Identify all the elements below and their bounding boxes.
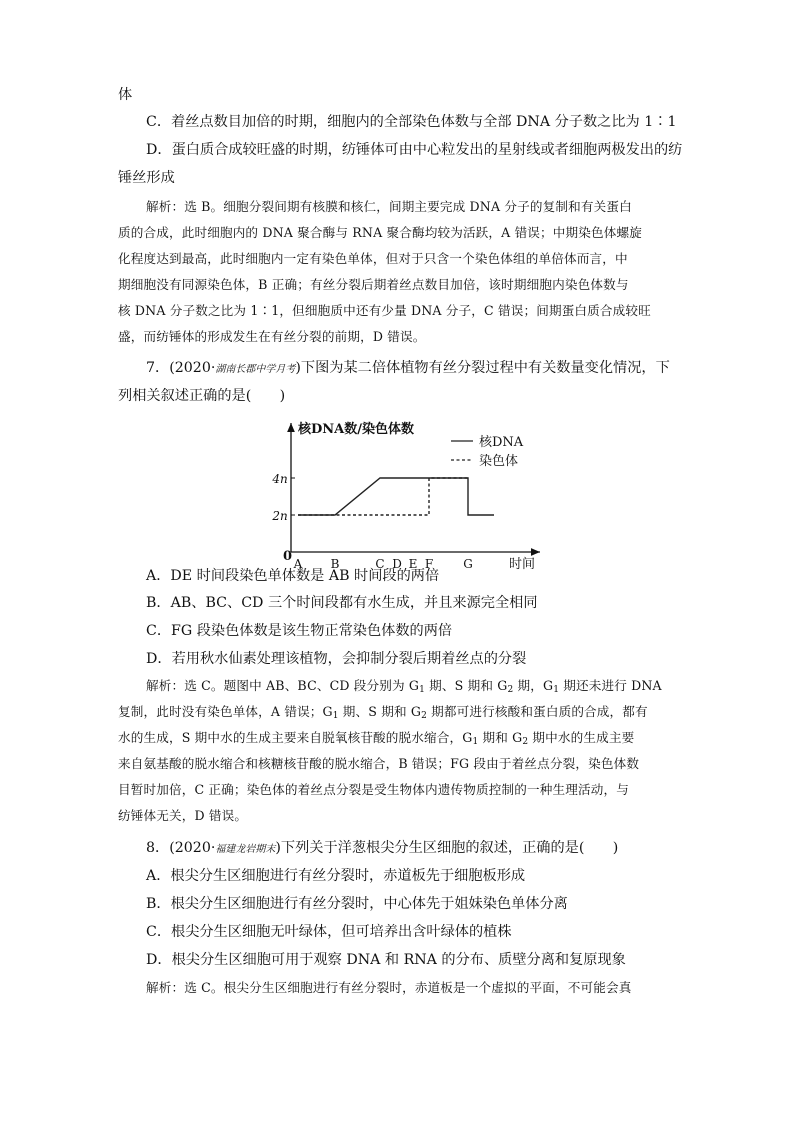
text-line: 核 DNA 分子数之比为 1∶1，但细胞质中还有少量 DNA 分子，C 错误；间期蛋白质合成较旺 (118, 303, 651, 318)
text-line: 盛，而纺锤体的形成发生在有丝分裂的前期，D 错误。 (118, 329, 426, 344)
text-line: A．根尖分生区细胞进行有丝分裂时，赤道板先于细胞板形成 (146, 868, 526, 884)
y-axis-label: 核DNA数/染色体数 (298, 422, 414, 437)
y-tick-label: 4n (272, 472, 288, 486)
x-tick-label: B (330, 557, 340, 571)
x-tick-label: C (375, 557, 385, 571)
text-line: C．根尖分生区细胞无叶绿体，但可培养出含叶绿体的植株 (146, 924, 512, 940)
text-line: 来自氨基酸的脱水缩合和核糖核苷酸的脱水缩合，B 错误；FG 段由于着丝点分裂，染色体数 (118, 756, 640, 771)
text-line: 解析：选 B。细胞分裂间期有核膜和核仁，间期主要完成 DNA 分子的复制和有关蛋白 (146, 199, 632, 214)
series-line-chromosome (298, 478, 468, 515)
text-line: 水的生成，S 期中水的生成主要来自脱氧核苷酸的脱水缩合，$G_1$ 期和 $G_2$ 期中水的生成主要 (118, 730, 635, 747)
text-line: 质的合成，此时细胞内的 DNA 聚合酶与 RNA 聚合酶均较为活跃，A 错误；中期染色体螺旋 (118, 225, 643, 240)
text-line: 化程度达到最高，此时细胞内一定有染色单体，但对于只含一个染色体组的单倍体而言，中 (118, 251, 628, 266)
y-tick-label: 2n (272, 509, 288, 523)
text-line: 锤丝形成 (118, 170, 175, 186)
text-line: 体 (118, 87, 133, 103)
text-line: B．AB、BC、CD 三个时间段都有水生成，并且来源完全相同 (146, 595, 538, 611)
x-axis-label: 时间 (509, 557, 536, 572)
x-tick-label: E (408, 557, 418, 571)
text-line: 8．(2020·福建龙岩期末)下列关于洋葱根尖分生区细胞的叙述，正确的是( ) (146, 840, 619, 856)
text-line: D．若用秋水仙素处理该植物，会抑制分裂后期着丝点的分裂 (146, 651, 527, 667)
x-tick-label: A (293, 557, 303, 571)
x-tick-label: F (424, 557, 434, 571)
text-line: D．根尖分生区细胞可用于观察 DNA 和 RNA 的分布、质壁分离和复原现象 (146, 952, 626, 968)
text-line: D．蛋白质合成较旺盛的时期，纺锤体可由中心粒发出的星射线或者细胞两极发出的纺 (146, 142, 683, 158)
text-line: C．FG 段染色体数是该生物正常染色体数的两倍 (146, 623, 453, 639)
text-line: 7．(2020·湖南长郡中学月考)下图为某二倍体植物有丝分裂过程中有关数量变化情况，下 (146, 360, 670, 376)
origin-label: 0 (283, 549, 293, 564)
text-line: 纺锤体无关，D 错误。 (118, 808, 248, 823)
text-line: B．根尖分生区细胞进行有丝分裂时，中心体先于姐妹染色单体分离 (146, 896, 568, 912)
text-line: A．DE 时间段染色单体数是 AB 时间段的两倍 (146, 568, 440, 584)
text-line: 列相关叙述正确的是( ) (118, 388, 286, 404)
x-tick-label: D (392, 557, 402, 571)
text-line: C．着丝点数目加倍的时期，细胞内的全部染色体数与全部 DNA 分子数之比为 1∶1 (146, 114, 677, 130)
text-line: 目暂时加倍，C 正确；染色体的着丝点分裂是受生物体内遗传物质控制的一种生理活动，与 (118, 782, 629, 797)
text-line: 解析：选 C。题图中 AB、BC、CD 段分别为 $G_1$ 期、S 期和 $G_2$ 期，$G_1$ 期还未进行 DNA (146, 678, 662, 695)
legend-label: 核DNA (479, 435, 524, 450)
series-line-nuclear-dna (298, 478, 494, 515)
x-tick-label: G (463, 557, 473, 571)
text-line: 解析：选 C。根尖分生区细胞进行有丝分裂时，赤道板是一个虚拟的平面，不可能会真 (146, 980, 632, 995)
text-line: 期细胞没有同源染色体，B 正确；有丝分裂后期着丝点数目加倍，该时期细胞内染色体数与 (118, 277, 629, 292)
text-line: 复制，此时没有染色单体，A 错误；$G_1$ 期、S 期和 $G_2$ 期都可进行核酸和蛋白质的合成，都有 (118, 704, 648, 721)
legend-label: 染色体 (479, 454, 519, 469)
